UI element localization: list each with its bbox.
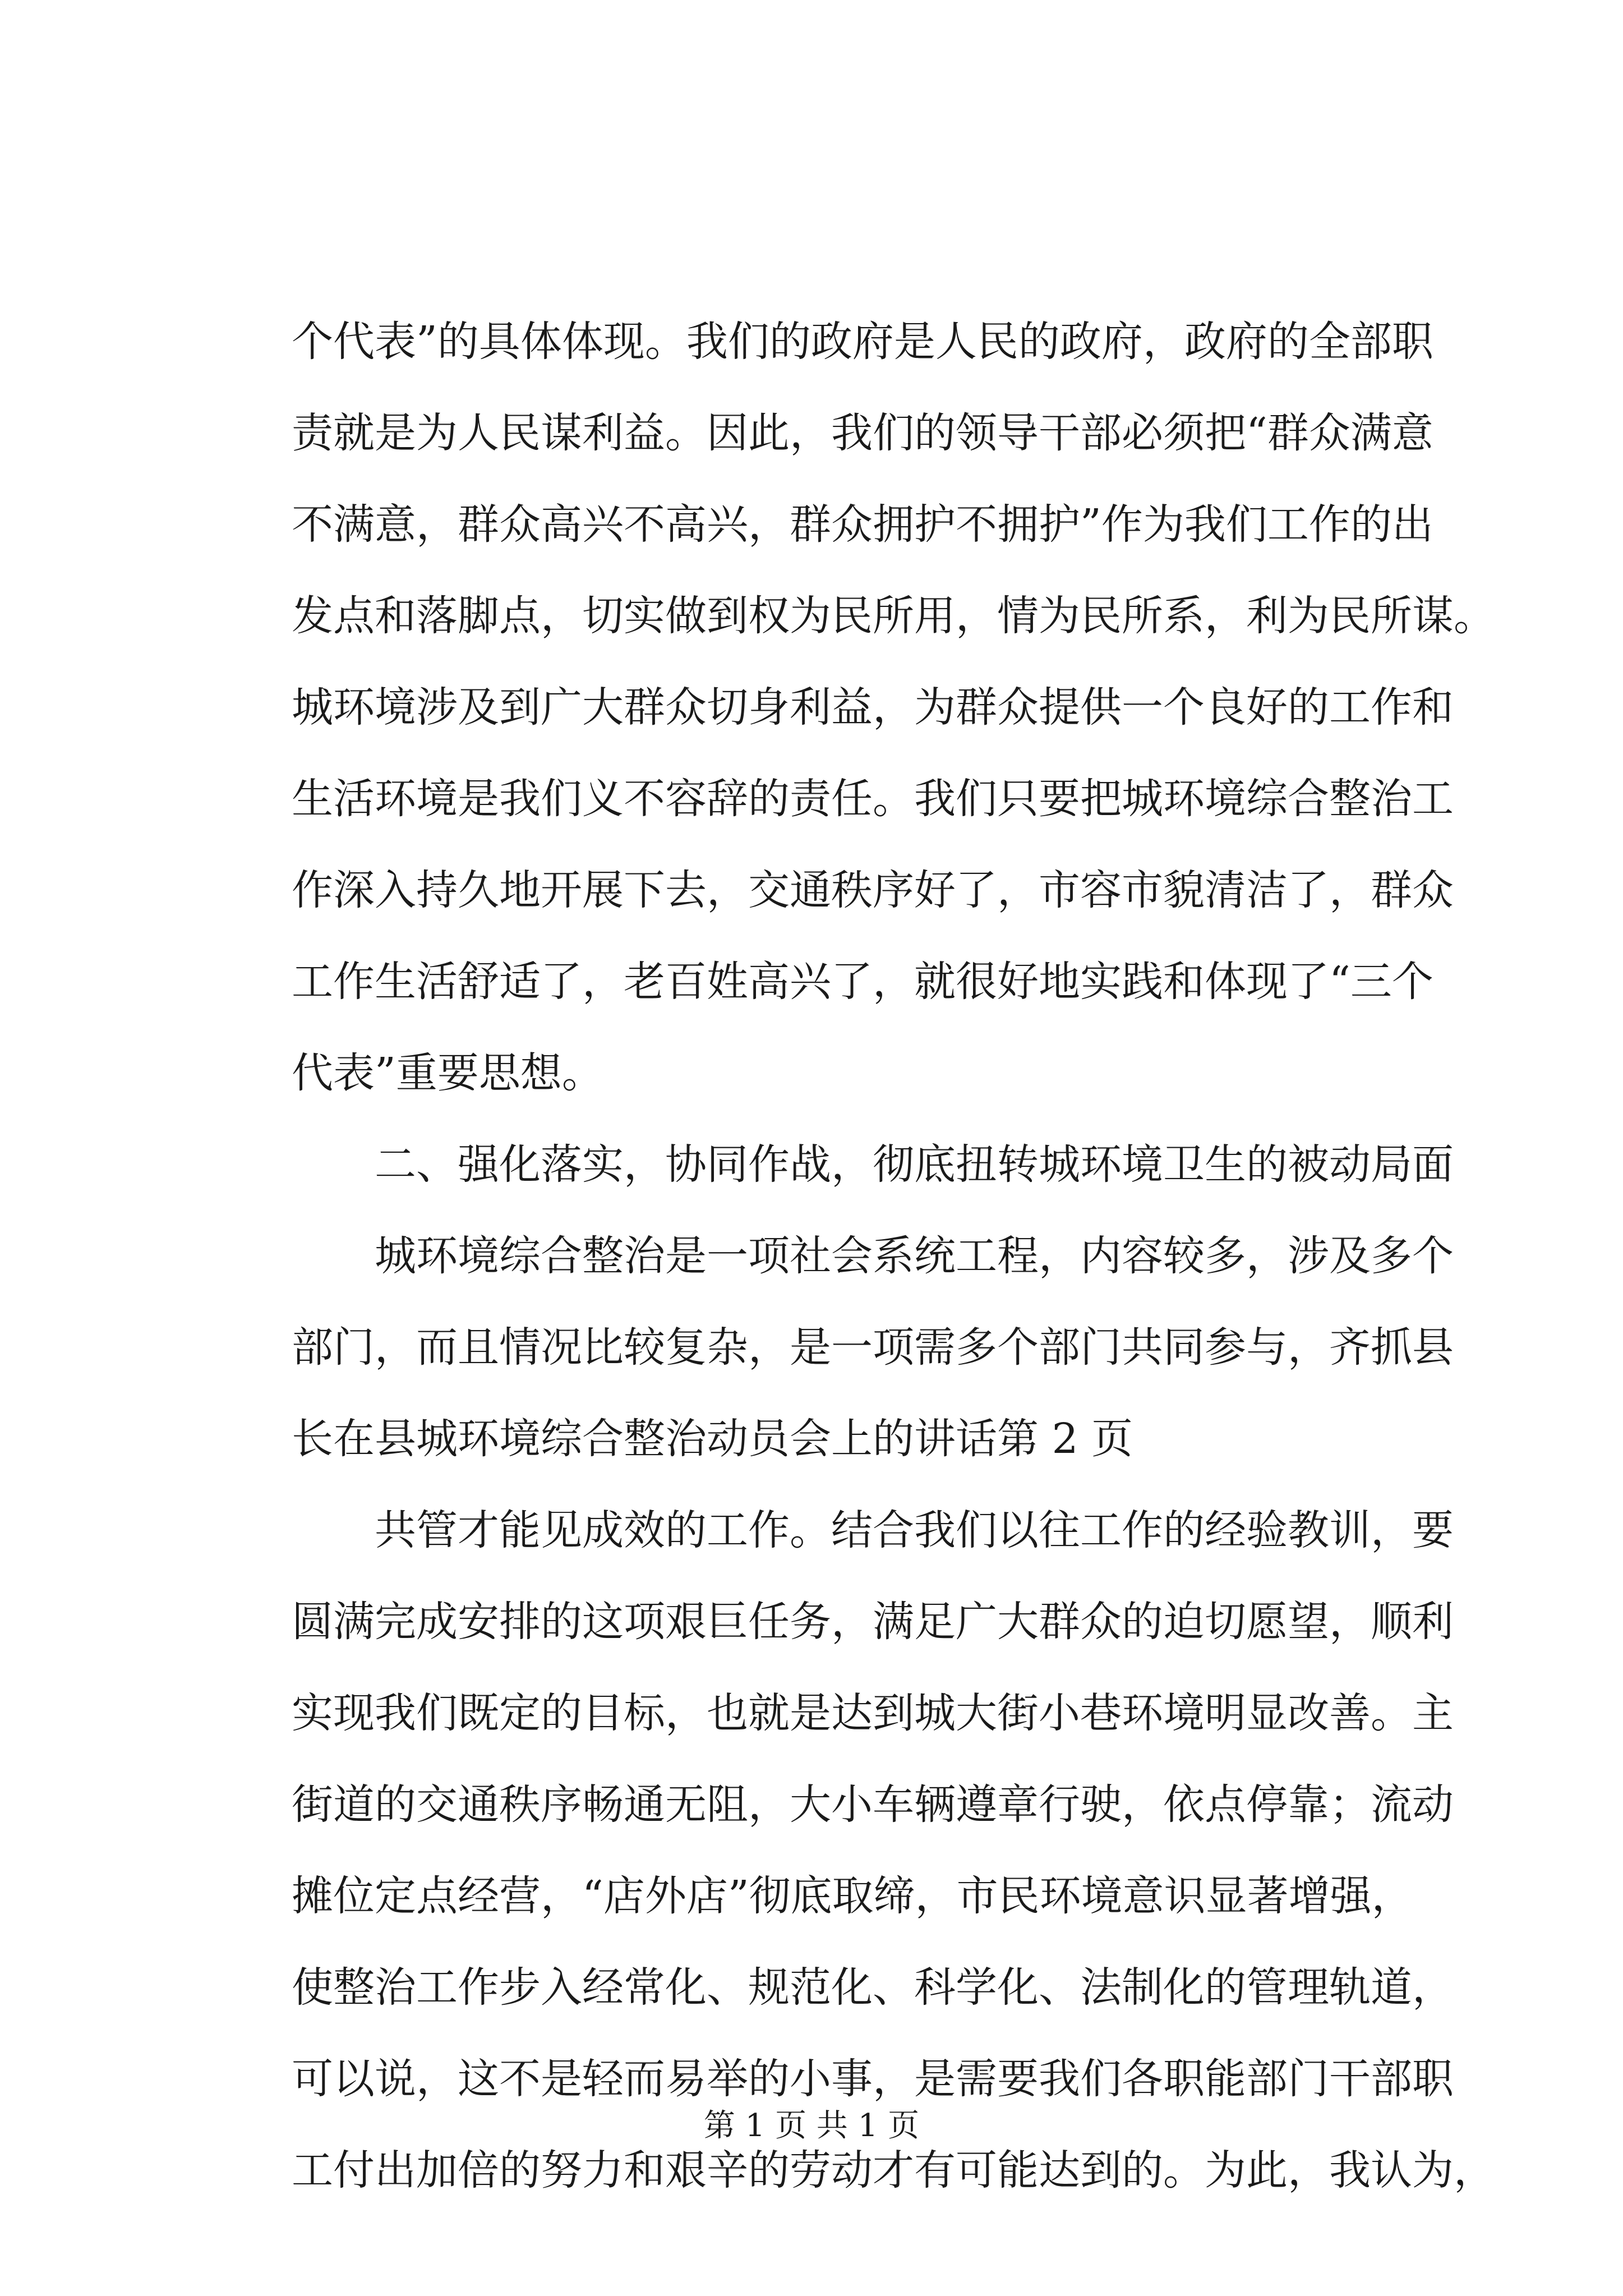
text-line-2: 责就是为人民谋利益。因此，我们的领导干部必须把“群众满意: [292, 409, 1433, 457]
text-line-17: 街道的交通秩序畅通无阻，大小车辆遵章行驶，依点停靠；流动: [292, 1780, 1454, 1829]
document-body: [292, 296, 1495, 2216]
text-line-8: 工作生活舒适了，老百姓高兴了，就很好地实践和体现了“三个: [292, 958, 1433, 1006]
text-line-11: 城环境综合整治是一项社会系统工程，内容较多，涉及多个: [375, 1232, 1454, 1280]
text-line-4: 发点和落脚点，切实做到权为民所用，情为民所系，利为民所谋。: [292, 592, 1495, 640]
text-line-13: 长在县城环境综合整治动员会上的讲话第 2 页: [292, 1415, 1133, 1463]
page-footer: 第 1 页 共 1 页: [703, 2108, 920, 2144]
text-line-3: 不满意，群众高兴不高兴，群众拥护不拥护”作为我们工作的出: [292, 500, 1433, 549]
text-line-19: 使整治工作步入经常化、规范化、科学化、法制化的管理轨道，: [292, 1963, 1454, 2012]
text-line-16: 实现我们既定的目标，也就是达到城大街小巷环境明显改善。主: [292, 1689, 1454, 1737]
text-line-15: 圆满完成安排的这项艰巨任务，满足广大群众的迫切愿望，顺利: [292, 1598, 1454, 1646]
text-line-1: 个代表”的具体体现。我们的政府是人民的政府，政府的全部职: [292, 318, 1433, 366]
text-line-20: 可以说，这不是轻而易举的小事，是需要我们各职能部门干部职: [292, 2055, 1454, 2103]
text-line-7: 作深入持久地开展下去，交通秩序好了，市容市貌清洁了，群众: [292, 866, 1454, 914]
text-line-5: 城环境涉及到广大群众切身利益，为群众提供一个良好的工作和: [292, 683, 1454, 731]
text-line-18: 摊位定点经营，“店外店”彻底取缔，市民环境意识显著增强，: [292, 1872, 1413, 1920]
text-line-9: 代表”重要思想。: [292, 1049, 603, 1097]
section-heading: 二、强化落实，协同作战，彻底扭转城环境卫生的被动局面: [375, 1140, 1454, 1189]
text-line-14: 共管才能见成效的工作。结合我们以往工作的经验教训，要: [375, 1506, 1454, 1554]
text-line-6: 生活环境是我们义不容辞的责任。我们只要把城环境综合整治工: [292, 775, 1454, 823]
text-line-12: 部门，而且情况比较复杂，是一项需多个部门共同参与，齐抓县: [292, 1323, 1454, 1372]
text-line-21: 工付出加倍的努力和艰辛的劳动才有可能达到的。为此，我认为，: [292, 2146, 1495, 2194]
